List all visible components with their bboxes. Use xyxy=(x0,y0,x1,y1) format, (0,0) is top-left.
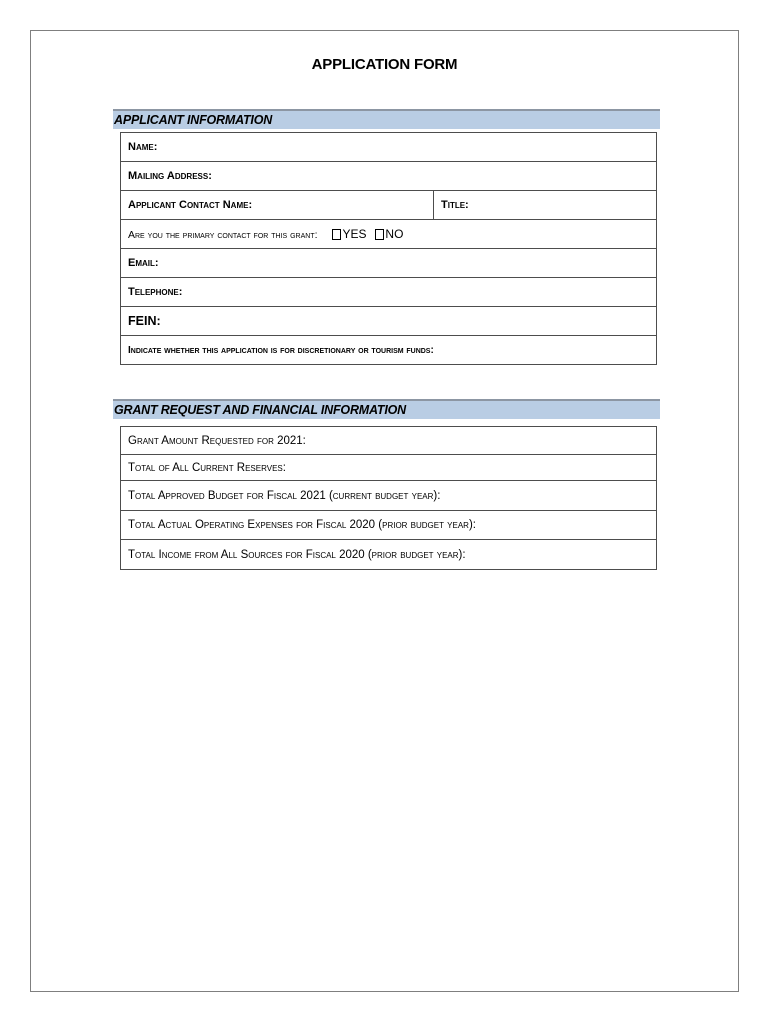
approved-budget-field[interactable] xyxy=(121,481,657,511)
document-page xyxy=(30,30,739,992)
contact-name-label: Applicant Contact Name: xyxy=(128,199,253,211)
total-income-label: Total Income from All Sources for Fiscal 2020 (prior budget year): xyxy=(128,548,466,561)
operating-expenses-field[interactable] xyxy=(121,511,657,540)
mailing-address-field[interactable] xyxy=(121,162,657,191)
applicant-information-table xyxy=(120,132,657,365)
mailing-address-label: Mailing Address: xyxy=(128,170,212,182)
grant-amount-field[interactable] xyxy=(121,427,657,455)
primary-contact-row xyxy=(121,220,657,249)
current-reserves-label: Total of All Current Reserves: xyxy=(128,461,286,474)
contact-name-field[interactable] xyxy=(121,191,434,220)
funds-type-label: Indicate whether this application is for discretionary or tourism funds: xyxy=(128,344,434,356)
telephone-field[interactable] xyxy=(121,278,657,307)
primary-contact-question: Are you the primary contact for this grant: xyxy=(128,229,318,241)
yes-label: YES xyxy=(342,227,367,241)
name-label: Name: xyxy=(128,141,158,153)
yes-checkbox[interactable] xyxy=(332,229,341,240)
no-label: NO xyxy=(385,227,404,241)
title-label: Title: xyxy=(441,199,469,211)
applicant-information-header: APPLICANT INFORMATION xyxy=(113,109,660,129)
total-income-field[interactable] xyxy=(121,540,657,570)
grant-financial-header: GRANT REQUEST AND FINANCIAL INFORMATION xyxy=(113,399,660,419)
operating-expenses-label: Total Actual Operating Expenses for Fiscal 2020 (prior budget year): xyxy=(128,519,476,531)
approved-budget-label: Total Approved Budget for Fiscal 2021 (current budget year): xyxy=(128,489,441,502)
email-field[interactable] xyxy=(121,249,657,278)
form-title: APPLICATION FORM xyxy=(311,56,458,73)
no-option[interactable] xyxy=(375,227,403,241)
name-field[interactable] xyxy=(121,133,657,162)
fein-field[interactable] xyxy=(121,307,657,336)
yes-option[interactable] xyxy=(332,227,366,241)
email-label: Email: xyxy=(128,257,159,269)
grant-financial-table xyxy=(120,426,657,570)
fein-label: FEIN: xyxy=(128,314,161,328)
current-reserves-field[interactable] xyxy=(121,455,657,481)
no-checkbox[interactable] xyxy=(375,229,384,240)
grant-amount-label: Grant Amount Requested for 2021: xyxy=(128,434,306,447)
telephone-label: Telephone: xyxy=(128,286,183,298)
title-field[interactable] xyxy=(434,191,657,220)
funds-type-field[interactable] xyxy=(121,336,657,365)
